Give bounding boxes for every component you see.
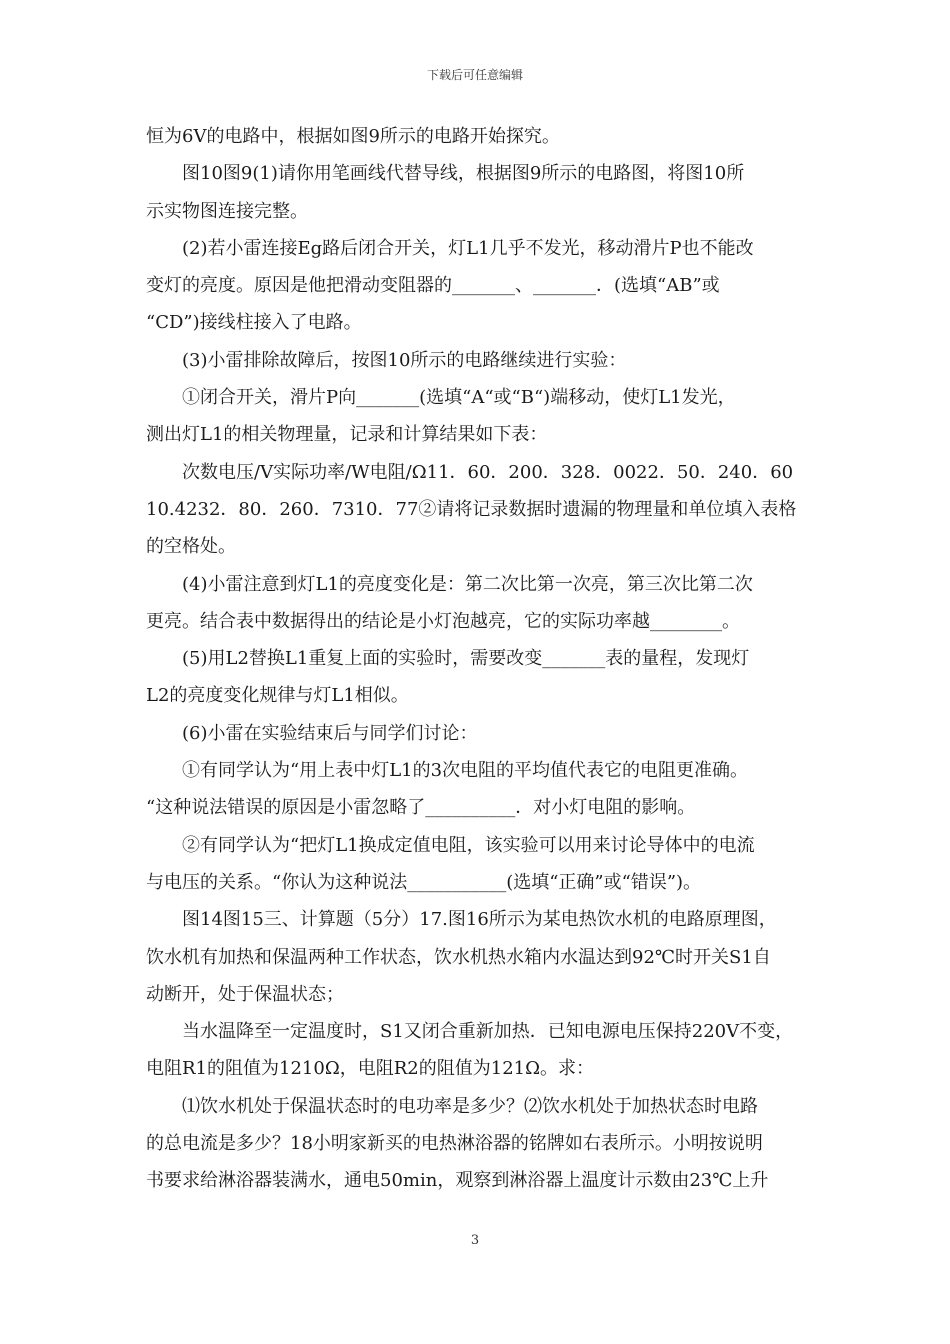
text-line: 当水温降至一定温度时，S1又闭合重新加热．已知电源电压保持220V不变， [146,1021,794,1043]
text-line: 动断开，处于保温状态； [146,983,344,1005]
text-line: (6)小雷在实验结束后与同学们讨论： [146,722,478,744]
text-line: ①闭合开关，滑片P向_______(选填“A“或“B“)端移动，使灯L1发光， [146,387,736,409]
text-line: ②有同学认为“把灯L1换成定值电阻，该实验可以用来讨论导体中的电流 [146,834,755,856]
text-line: 与电压的关系。“你认为这种说法___________(选填“正确”或“错误”)。 [146,871,702,893]
text-line: 的总电流是多少？18小明家新买的电热淋浴器的铭牌如右表所示。小明按说明 [146,1133,763,1155]
text-line: 图10图9(1)请你用笔画线代替导线，根据图9所示的电路图，将图10所 [146,163,745,185]
text-line: 恒为6V的电路中，根据如图9所示的电路开始探究。 [146,126,560,147]
text-line: “CD”)接线柱接入了电路。 [146,312,362,334]
text-line: (2)若小雷连接Eg路后闭合开关，灯L1几乎不发光，移动滑片P也不能改 [146,237,754,259]
text-line: (5)用L2替换L1重复上面的实验时，需要改变_______表的量程，发现灯 [146,648,750,670]
text-line: 测出灯L1的相关物理量，记录和计算结果如下表： [146,424,548,446]
text-line: 书要求给淋浴器装满水，通电50min，观察到淋浴器上温度计示数由23℃上升 [146,1170,769,1192]
text-line: ⑴饮水机处于保温状态时的电功率是多少？⑵饮水机处于加热状态时电路 [146,1095,758,1117]
text-line: “这种说法错误的原因是小雷忽略了__________．对小灯电阻的影响。 [146,797,696,819]
document-body [146,118,810,1200]
text-line: 电阻R1的阻值为1210Ω，电阻R2的阻值为121Ω。求： [146,1058,595,1080]
text-line: (4)小雷注意到灯L1的亮度变化是：第二次比第一次亮，第三次比第二次 [146,573,753,595]
text-line: 图14图15三、计算题（5分）17.图16所示为某电热饮水机的电路原理图， [146,909,777,931]
text-line: 饮水机有加热和保温两种工作状态，饮水机热水箱内水温达到92℃时开关S1自 [146,946,771,968]
text-line: ①有同学认为“用上表中灯L1的3次电阻的平均值代表它的电阻更准确。 [146,760,749,782]
text-line: 示实物图连接完整。 [146,200,308,222]
page-header: 下载后可任意编辑 [426,68,523,82]
page-number: 3 [470,1233,480,1248]
text-line: 变灯的亮度。原因是他把滑动变阻器的_______、_______．(选填“AB”或 [146,275,720,297]
text-line: (3)小雷排除故障后，按图10所示的电路继续进行实验： [146,349,627,371]
text-line: 更亮。结合表中数据得出的结论是小灯泡越亮，它的实际功率越________。 [146,610,740,632]
text-line: 的空格处。 [146,536,236,558]
text-line: L2的亮度变化规律与灯L1相似。 [146,685,409,707]
text-line: 次数电压/V实际功率/W电阻/Ω11．60．200．328．0022．50．240．60 [146,461,794,483]
text-line: 10.4232．80．260．7310．77②请将记录数据时遗漏的物理量和单位填入表格 [146,498,797,520]
